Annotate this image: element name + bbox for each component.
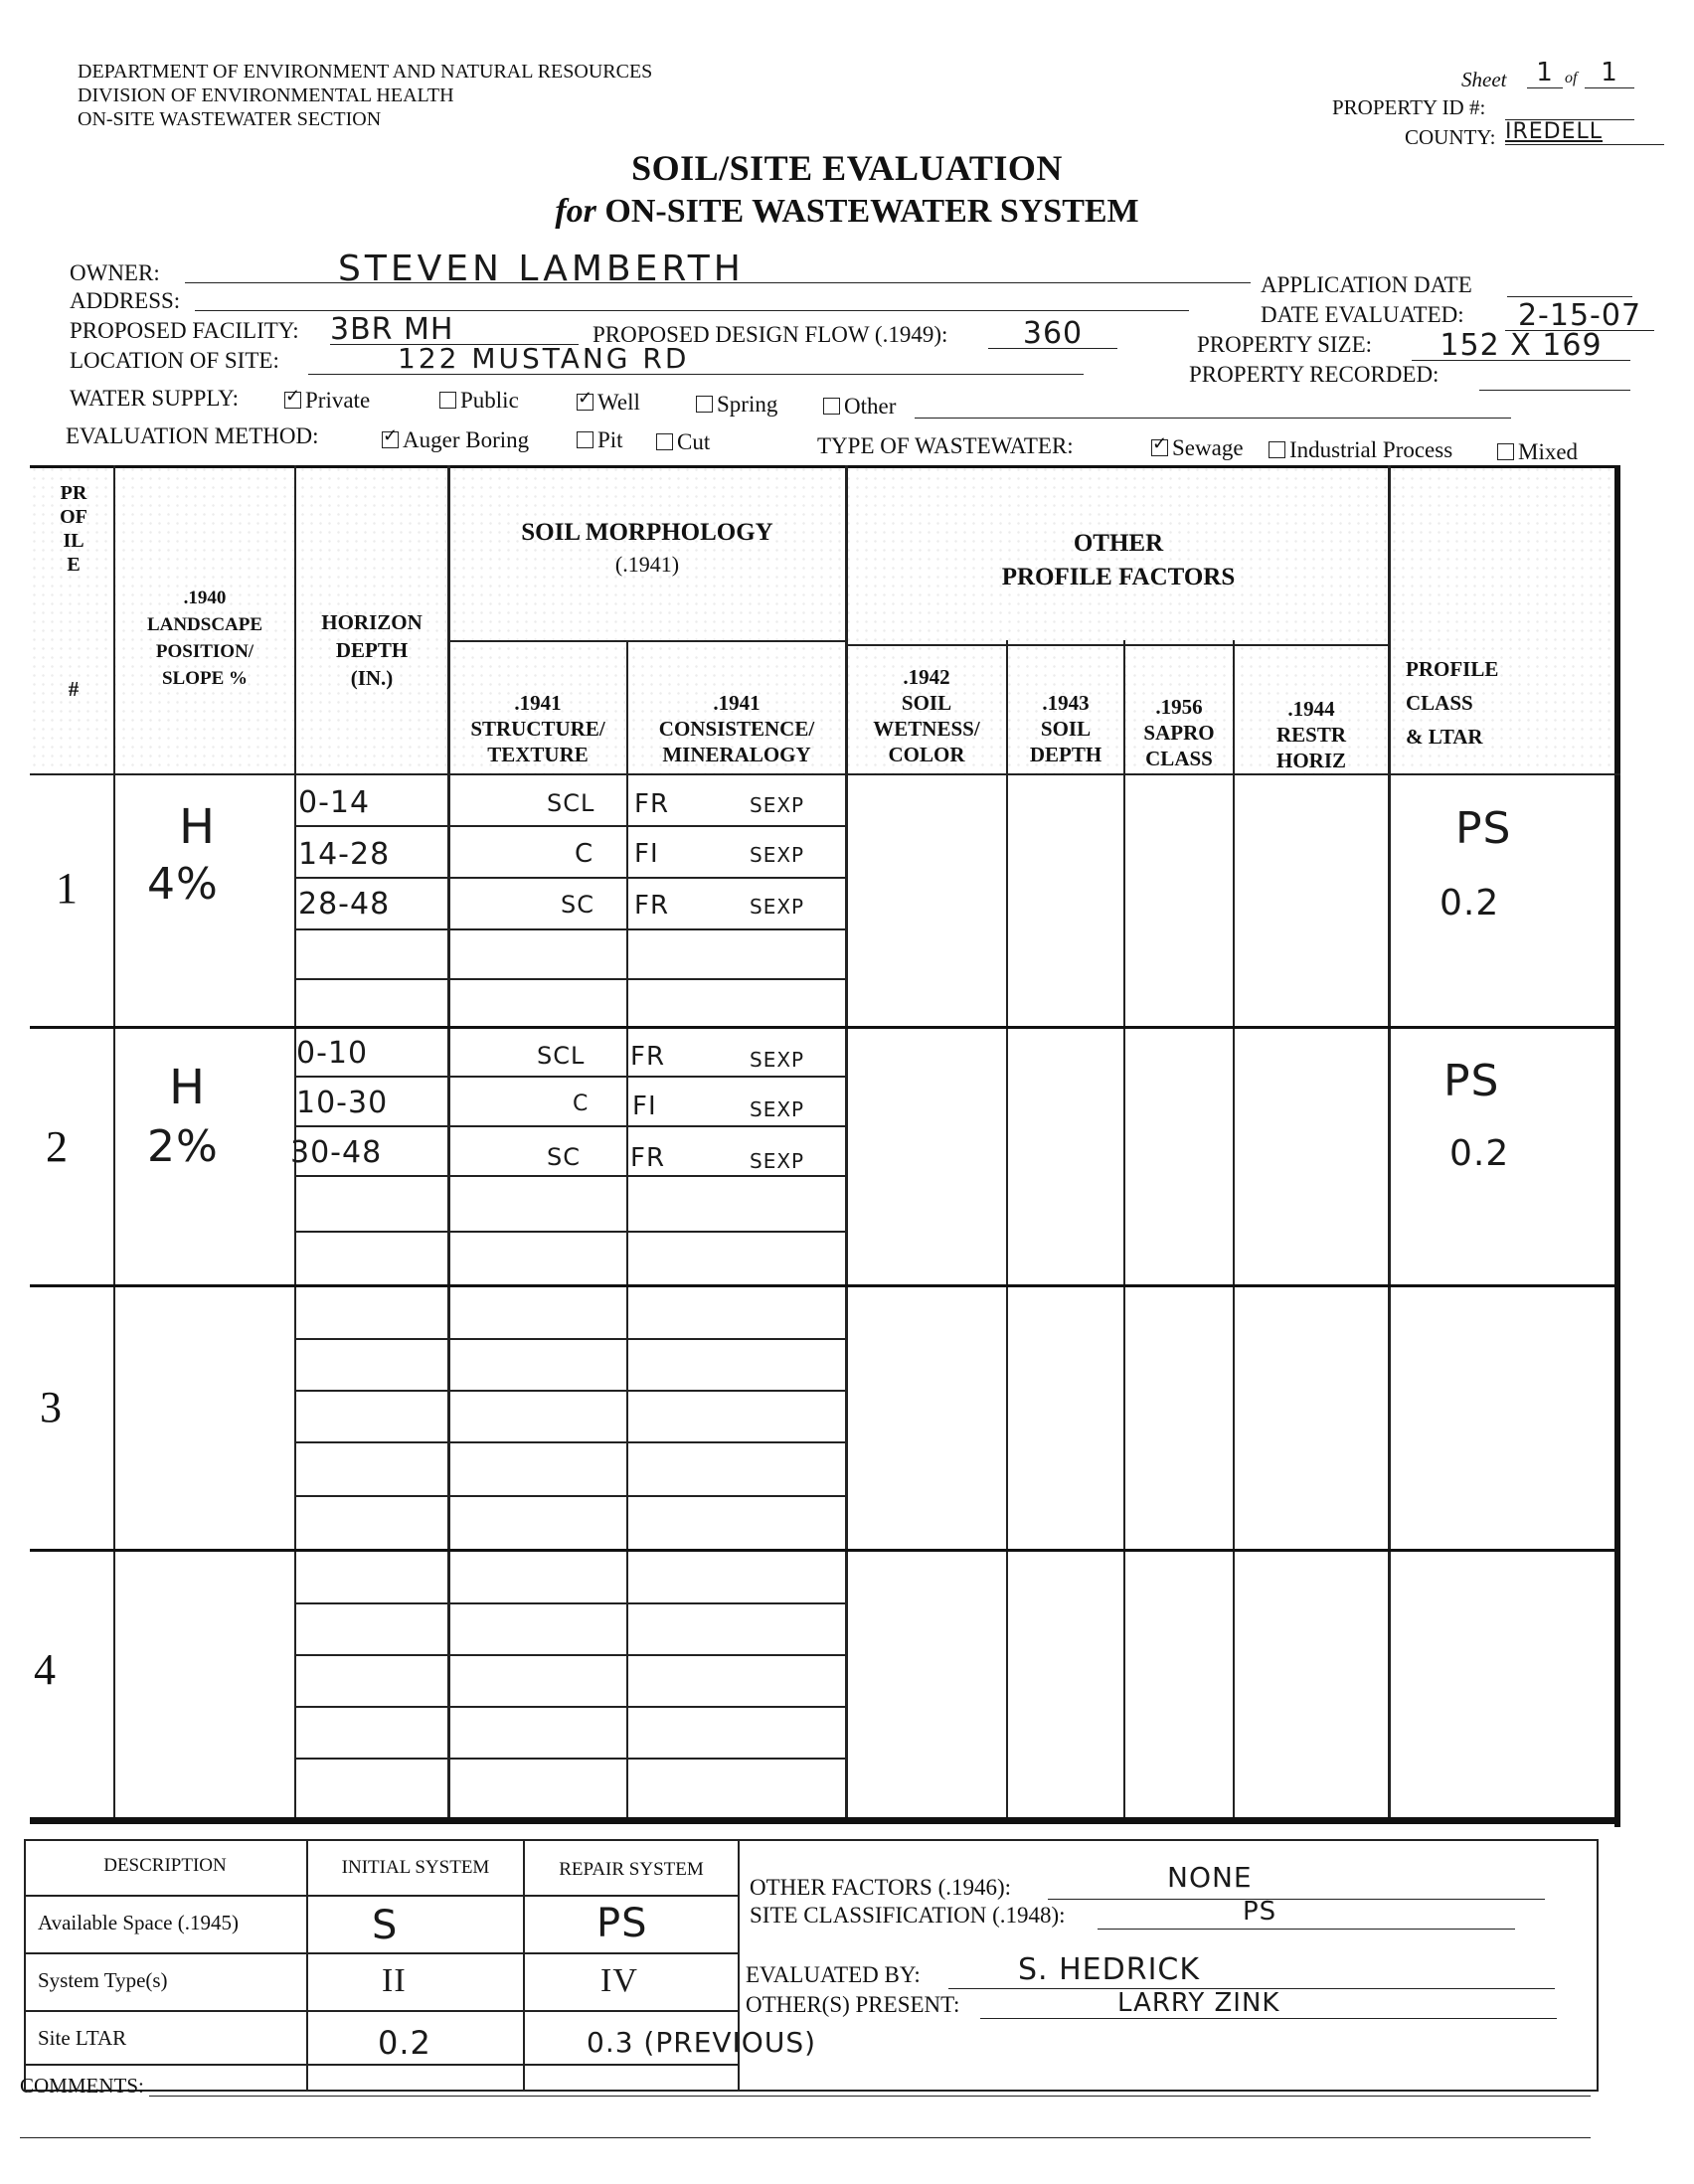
sheet-value[interactable]: 1 xyxy=(1527,58,1563,88)
ws-other-label: Other xyxy=(844,394,897,419)
checkbox-checked-icon xyxy=(284,392,301,409)
horizon-texture[interactable]: SC xyxy=(561,891,594,919)
horizon-line xyxy=(294,1602,847,1604)
evaluated-by-value[interactable]: S. HEDRICK xyxy=(1018,1952,1201,1987)
eval-method-label: EVALUATION METHOD: xyxy=(66,423,319,448)
horizon-consistence[interactable]: FR xyxy=(630,1143,666,1173)
owner-label: OWNER: xyxy=(70,260,160,285)
system-type-label: System Type(s) xyxy=(38,1968,168,1992)
summary-border-right xyxy=(1597,1839,1599,2092)
structure-h1: STRUCTURE/ xyxy=(470,717,605,741)
available-space-repair[interactable]: PS xyxy=(596,1901,648,1946)
profile-number: 3 xyxy=(40,1383,62,1431)
profile-ltar[interactable]: 0.2 xyxy=(1440,883,1500,924)
col-line xyxy=(1006,640,1008,1817)
em-pit-label: Pit xyxy=(597,427,623,452)
water-supply-label: WATER SUPPLY: xyxy=(70,386,240,411)
other-factors-line xyxy=(1048,1899,1545,1900)
soil-depth-h0: .1943 xyxy=(1042,691,1090,715)
profile-ltar[interactable]: 0.2 xyxy=(1449,1133,1510,1174)
profile-separator xyxy=(30,1549,1620,1552)
horizon-texture[interactable]: SC xyxy=(547,1143,581,1171)
checkbox-icon xyxy=(656,433,673,450)
owner-field[interactable]: STEVEN LAMBERTH xyxy=(338,249,745,289)
em-cut[interactable] xyxy=(656,429,710,455)
profile-number: 4 xyxy=(34,1645,56,1694)
comments-line-2 xyxy=(20,2137,1591,2138)
ws-well[interactable] xyxy=(577,390,640,416)
horizon-mineralogy[interactable]: SEXP xyxy=(750,1097,805,1121)
system-summary xyxy=(24,1839,1599,2094)
soil-depth-h1: SOIL xyxy=(1040,717,1092,741)
summary-border-bottom xyxy=(24,2090,1599,2092)
form-title: SOIL/SITE EVALUATION xyxy=(631,148,1063,188)
wetness-header xyxy=(847,664,1006,767)
profile-class-header xyxy=(1390,652,1545,754)
landscape-h0: .1940 xyxy=(183,588,227,608)
property-size-label: PROPERTY SIZE: xyxy=(1197,332,1373,357)
col-line xyxy=(447,465,450,1817)
horizon-texture[interactable]: SCL xyxy=(547,789,595,817)
repair-header: REPAIR SYSTEM xyxy=(559,1859,704,1880)
property-id-label: PROPERTY ID #: xyxy=(1332,95,1486,119)
consistence-h1: CONSISTENCE/ xyxy=(658,717,815,741)
address-label: ADDRESS: xyxy=(70,288,181,313)
other-factors-header xyxy=(847,527,1390,594)
profile-slope[interactable]: 2% xyxy=(147,1121,219,1172)
border-top xyxy=(30,465,1620,468)
property-id-value[interactable] xyxy=(1505,93,1634,120)
wetness-h1: SOIL xyxy=(901,691,952,715)
ws-other[interactable] xyxy=(823,394,896,420)
ws-private-label: Private xyxy=(305,388,371,413)
date-evaluated-field[interactable]: 2-15-07 xyxy=(1505,298,1654,331)
checkbox-checked-icon xyxy=(1151,439,1168,456)
wetness-h0: .1942 xyxy=(903,665,950,689)
profile-class[interactable]: PS xyxy=(1443,1056,1500,1106)
profile-landscape[interactable]: H xyxy=(169,1060,207,1115)
sapro-h2: CLASS xyxy=(1145,747,1213,770)
design-flow-field[interactable]: 360 xyxy=(988,316,1117,349)
ws-public[interactable] xyxy=(439,388,519,414)
horizon-consistence[interactable]: FI xyxy=(634,839,659,869)
desc-header: DESCRIPTION xyxy=(103,1855,227,1876)
horizon-depth[interactable]: 0-10 xyxy=(296,1036,369,1071)
col-line xyxy=(626,640,628,1817)
other-factors-h1: PROFILE FACTORS xyxy=(1001,564,1236,590)
other-factors-h0: OTHER xyxy=(1073,530,1164,557)
col-line xyxy=(1123,640,1125,1817)
date-evaluated-label: DATE EVALUATED: xyxy=(1261,302,1464,327)
em-cut-label: Cut xyxy=(677,429,711,454)
profile-vertical-header: PROFILE xyxy=(60,482,87,576)
dept-line-1: DEPARTMENT OF ENVIRONMENT AND NATURAL RESOURCES xyxy=(78,61,653,83)
available-space-initial[interactable]: S xyxy=(372,1903,399,1948)
consistence-h0: .1941 xyxy=(713,691,761,715)
restr-h0: .1944 xyxy=(1287,697,1335,721)
ww-industrial-label: Industrial Process xyxy=(1289,437,1453,462)
subheader-line xyxy=(447,640,847,642)
sapro-header xyxy=(1125,694,1233,771)
dept-line-2: DIVISION OF ENVIRONMENTAL HEALTH xyxy=(78,84,454,106)
class-h1: CLASS xyxy=(1406,691,1473,715)
soil-morph-h1: (.1941) xyxy=(614,552,680,577)
horizon-line xyxy=(294,1495,847,1497)
profile-hash: # xyxy=(68,677,80,701)
checkbox-checked-icon xyxy=(382,431,399,448)
consistence-h2: MINERALOGY xyxy=(662,743,811,766)
horizon-depth[interactable]: 0-14 xyxy=(298,785,371,820)
site-class-line xyxy=(1098,1929,1515,1930)
property-size-field[interactable]: 152 X 169 xyxy=(1412,328,1630,361)
horizon-line xyxy=(294,1175,847,1177)
border-right xyxy=(1614,465,1620,1827)
initial-header: INITIAL SYSTEM xyxy=(341,1857,490,1878)
subheader-line xyxy=(845,644,1390,646)
address-field[interactable] xyxy=(195,310,1189,311)
county-value[interactable]: IREDELL xyxy=(1505,119,1664,145)
horizon-line xyxy=(294,1390,847,1392)
horizon-depth[interactable]: 14-28 xyxy=(298,837,391,872)
application-date-field[interactable] xyxy=(1507,296,1632,297)
ww-mixed-label: Mixed xyxy=(1518,439,1579,464)
site-class-value[interactable]: PS xyxy=(1243,1897,1277,1927)
restr-header xyxy=(1235,696,1388,773)
wetness-h3: COLOR xyxy=(888,743,965,766)
checkbox-icon xyxy=(823,398,840,415)
sapro-h1: SAPRO xyxy=(1143,721,1215,745)
facility-field[interactable]: 3BR MH xyxy=(330,312,579,345)
checkbox-checked-icon xyxy=(577,394,593,411)
other-factors-label: OTHER FACTORS (.1946): xyxy=(750,1875,1012,1900)
structure-h2: TEXTURE xyxy=(487,743,589,766)
checkbox-icon xyxy=(696,396,713,413)
horizon-line xyxy=(294,1758,847,1760)
site-ltar-label: Site LTAR xyxy=(38,2026,127,2050)
ws-private[interactable] xyxy=(284,388,370,414)
horizon-h1: DEPTH xyxy=(335,638,409,662)
system-type-initial[interactable]: II xyxy=(382,1962,407,1999)
wastewater-label: TYPE OF WASTEWATER: xyxy=(817,433,1074,458)
horizon-header xyxy=(296,608,447,692)
profile-landscape[interactable]: H xyxy=(179,799,217,855)
horizon-consistence[interactable]: FR xyxy=(630,1042,666,1072)
horizon-line xyxy=(294,877,847,879)
profile-number: 2 xyxy=(46,1122,68,1171)
horizon-consistence[interactable]: FR xyxy=(634,891,670,921)
county-label: COUNTY: xyxy=(1405,125,1496,149)
horizon-mineralogy[interactable]: SEXP xyxy=(750,1048,805,1072)
horizon-h2: (IN.) xyxy=(350,666,394,690)
profile-number: 1 xyxy=(56,864,78,913)
others-present-line xyxy=(980,2018,1557,2019)
em-pit[interactable] xyxy=(577,427,623,453)
checkbox-icon xyxy=(1497,443,1514,460)
em-auger-label: Auger Boring xyxy=(403,427,530,452)
horizon-consistence[interactable]: FI xyxy=(632,1092,657,1121)
restr-h2: HORIZ xyxy=(1275,749,1346,772)
site-ltar-initial[interactable]: 0.2 xyxy=(378,2024,431,2062)
class-h0: PROFILE xyxy=(1406,657,1499,681)
horizon-line xyxy=(294,1706,847,1708)
system-type-repair[interactable]: IV xyxy=(600,1962,638,1999)
horizon-depth[interactable]: 30-48 xyxy=(290,1135,383,1170)
horizon-line xyxy=(294,1076,847,1078)
checkbox-icon xyxy=(577,431,593,448)
horizon-depth[interactable]: 28-48 xyxy=(298,887,391,922)
location-label: LOCATION OF SITE: xyxy=(70,348,279,373)
horizon-line xyxy=(294,1125,847,1127)
landscape-h2: POSITION/ xyxy=(155,641,254,662)
consistence-header xyxy=(628,690,845,767)
sapro-h0: .1956 xyxy=(1155,695,1203,719)
structure-header xyxy=(449,690,626,767)
class-h2: & LTAR xyxy=(1406,725,1483,749)
em-auger[interactable] xyxy=(382,427,529,453)
horizon-line xyxy=(294,1654,847,1656)
ws-other-field[interactable] xyxy=(915,418,1511,419)
soil-depth-header xyxy=(1008,690,1123,767)
soil-morphology-header xyxy=(449,517,845,581)
other-factors-value[interactable]: NONE xyxy=(1167,1861,1253,1894)
horizon-mineralogy[interactable]: SEXP xyxy=(750,843,805,867)
ws-spring-label: Spring xyxy=(717,392,778,417)
horizon-mineralogy[interactable]: SEXP xyxy=(750,1149,805,1173)
border-bottom xyxy=(30,1817,1620,1824)
horizon-texture[interactable]: C xyxy=(573,1092,590,1116)
others-present-value[interactable]: LARRY ZINK xyxy=(1117,1988,1280,2018)
restr-h1: RESTR xyxy=(1275,723,1347,747)
of-label: of xyxy=(1565,70,1578,86)
summary-row-line xyxy=(24,2064,740,2066)
horizon-line xyxy=(294,978,847,980)
horizon-texture[interactable]: C xyxy=(575,839,594,869)
wetness-h2: WETNESS/ xyxy=(873,717,980,741)
application-date-label: APPLICATION DATE xyxy=(1261,272,1472,297)
horizon-line xyxy=(294,928,847,930)
ww-industrial[interactable] xyxy=(1269,437,1452,463)
horizon-depth[interactable]: 10-30 xyxy=(296,1086,389,1120)
profile-separator xyxy=(30,1026,1620,1029)
available-space-label: Available Space (.1945) xyxy=(38,1911,239,1934)
ww-sewage-label: Sewage xyxy=(1172,435,1244,460)
evaluated-by-label: EVALUATED BY: xyxy=(746,1962,921,1987)
horizon-h0: HORIZON xyxy=(321,610,423,634)
profile-separator xyxy=(30,1284,1620,1287)
profile-table xyxy=(30,465,1620,1827)
form-subtitle xyxy=(0,193,1694,231)
design-flow-label: PROPOSED DESIGN FLOW (.1949): xyxy=(593,322,948,347)
facility-label: PROPOSED FACILITY: xyxy=(70,318,299,343)
horizon-line xyxy=(294,1231,847,1233)
horizon-mineralogy[interactable]: SEXP xyxy=(750,793,805,817)
landscape-h1: LANDSCAPE xyxy=(146,614,263,635)
soil-morph-h0: SOIL MORPHOLOGY xyxy=(521,519,773,546)
department-block xyxy=(78,60,652,131)
ws-public-label: Public xyxy=(460,388,519,413)
col-line xyxy=(1233,640,1235,1817)
site-ltar-repair[interactable]: 0.3 (PREVIOUS) xyxy=(587,2026,817,2059)
structure-h0: .1941 xyxy=(514,691,562,715)
profile-slope[interactable]: 4% xyxy=(147,859,219,910)
horizon-line xyxy=(294,825,847,827)
summary-row-line xyxy=(24,2010,740,2012)
summary-border-left xyxy=(24,1839,26,2092)
summary-border-top xyxy=(24,1839,1599,1841)
horizon-line xyxy=(294,1338,847,1340)
comments-label: COMMENTS: xyxy=(20,2074,144,2098)
subtitle-rest: ON-SITE WASTEWATER SYSTEM xyxy=(604,193,1139,230)
horizon-consistence[interactable]: FR xyxy=(634,789,670,819)
header-bottom-line xyxy=(30,773,1620,775)
profile-class[interactable]: PS xyxy=(1455,803,1512,854)
horizon-texture[interactable]: SCL xyxy=(537,1042,586,1070)
comments-field[interactable] xyxy=(149,2096,1591,2097)
ws-well-label: Well xyxy=(597,390,640,415)
summary-row-line xyxy=(24,1895,740,1897)
landscape-h3: SLOPE % xyxy=(161,668,249,689)
summary-row-line xyxy=(24,1952,740,1954)
property-recorded-label: PROPERTY RECORDED: xyxy=(1189,362,1440,387)
location-field[interactable]: 122 MUSTANG RD xyxy=(398,342,690,375)
property-recorded-field[interactable] xyxy=(1479,390,1630,391)
checkbox-icon xyxy=(439,392,456,409)
ws-spring[interactable] xyxy=(696,392,777,418)
landscape-header xyxy=(115,585,294,692)
ww-sewage[interactable] xyxy=(1151,435,1244,461)
site-class-label: SITE CLASSIFICATION (.1948): xyxy=(750,1903,1066,1928)
checkbox-icon xyxy=(1269,441,1285,458)
subtitle-for: for xyxy=(555,193,596,230)
dept-line-3: ON-SITE WASTEWATER SECTION xyxy=(78,108,382,130)
ww-mixed[interactable] xyxy=(1497,439,1578,465)
sheet-label: Sheet xyxy=(1461,68,1507,91)
horizon-mineralogy[interactable]: SEXP xyxy=(750,895,805,919)
soil-depth-h2: DEPTH xyxy=(1029,743,1102,766)
horizon-line xyxy=(294,1441,847,1443)
others-present-label: OTHER(S) PRESENT: xyxy=(746,1992,960,2017)
sheet-total[interactable]: 1 xyxy=(1585,58,1634,88)
